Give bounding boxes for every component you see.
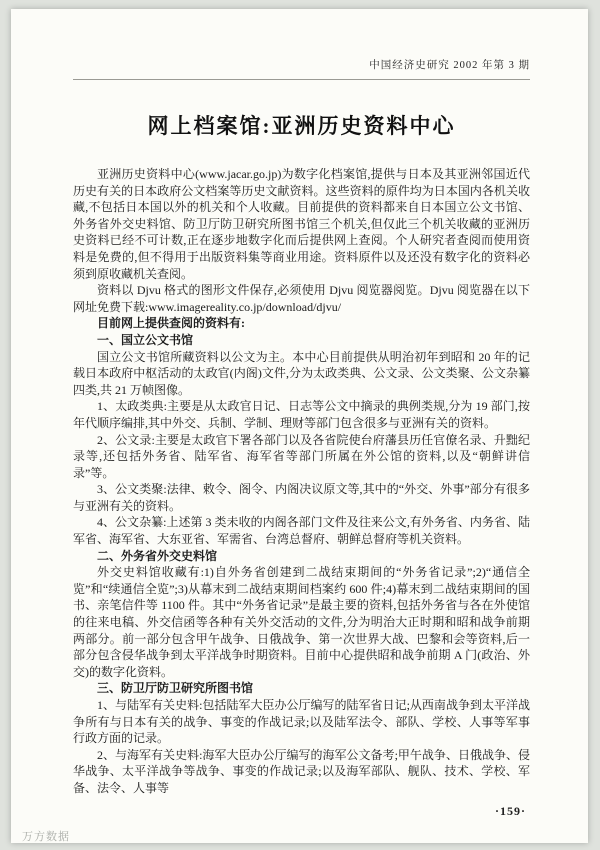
paragraph-army: 1、与陆军有关史料:包括陆军大臣办公厅编写的陆军省日记;从西南战争到太平洋战争所有与日本有关的战争、事变的作战记录;以及陆军法令、部队、学校、人事等军事行政方面的记录。 bbox=[73, 698, 530, 746]
page-title: 网上档案馆:亚洲历史资料中心 bbox=[147, 114, 456, 138]
paragraph-item-2: 2、公文录:主要是太政官下署各部门以及各省院使台府藩县历任官僚名录、升黜纪录等,还包括外务省、陆军省、海军省等部门所属在外公馆的资料,以及“朝鲜讲信录”等。 bbox=[73, 432, 530, 480]
paragraph-djvu: 资料以 Djvu 格式的图形文件保存,必须使用 Djvu 阅览器阅览。Djvu 阅览器在以下网址免费下载:www.imagereality.co.jp/download/djvu/ bbox=[73, 283, 530, 314]
paragraph-item-3: 3、公文类聚:法律、敕令、阁令、内阁决议原文等,其中的“外交、外事”部分有很多与亚洲有关的资料。 bbox=[73, 482, 530, 513]
page-content bbox=[11, 9, 588, 797]
paragraph-diplomatic: 外交史料馆收藏有:1)自外务省创建到二战结束期间的“外务省记录”;2)“通信全览”和“续通信全览”;3)从幕末到二战结束期间档案约 600 件;4)幕末到二战结束期间的国书、亲笔信件等 1100 件。其中“外务省记录”是最主要的资料,包括外务省与各在外使馆的往来电稿、外交信函等各种有关外交活动的文件,分为明治大正时期和昭和战争前期两部分。前一部分包含甲午战争、日俄战争、第一次世界大战、巴黎和会等资料,后一部分包含侵华战争到太平洋战争时期资料。目前中心提供昭和战争前期 A 门(政治、外交)的数字化资料。 bbox=[73, 565, 530, 679]
section-heading-1: 一、国立公文书馆 bbox=[97, 332, 194, 347]
lead-in-line: 目前网上提供查阅的资料有: bbox=[97, 316, 245, 331]
watermark: 万方数据 bbox=[22, 831, 70, 843]
paragraph-archives: 国立公文书馆所藏资料以公文为主。本中心目前提供从明治初年到昭和 20 年的记载日本政府中枢活动的太政官(内阁)文件,分为太政类典、公文录、公文类聚、公文杂纂四类,共 21 万帧图像。 bbox=[73, 349, 530, 397]
paragraph-item-4: 4、公文杂纂:上述第 3 类未收的内阁各部门文件及往来公文,有外务省、内务省、陆军省、海军省、大东亚省、军需省、台湾总督府、朝鲜总督府等机关资料。 bbox=[73, 515, 530, 547]
paragraph-navy: 2、与海军有关史料:海军大臣办公厅编写的海军公文备考;甲午战争、日俄战争、侵华战争、太平洋战争等战争、事变的作战记录;以及海军部队、舰队、技术、学校、军备、法令、人事等 bbox=[73, 747, 530, 795]
section-heading-2: 二、外务省外交史料馆 bbox=[97, 548, 218, 563]
article-body bbox=[73, 166, 530, 797]
paragraph-intro: 亚洲历史资料中心(www.jacar.go.jp)为数字化档案馆,提供与日本及其亚洲邻国近代历史有关的日本政府公文档案等历史文献资料。这些资料的原件均为日本国内各机关收藏,不包括日本国以外的机关和个人收藏。目前提供的资料都来自日本国立公文书馆、外务省外交史料馆、防卫厅防卫研究所图书馆三个机关,但仅此三个机关收藏的亚洲历史资料已经不可计数,正在逐步地数字化而后提供网上查阅。个人研究者查阅而使用资料是免费的,但不得用于出版资料集等商业用途。资料原件以及还没有数字化的资料必须到原收藏机关查阅。 bbox=[73, 167, 530, 281]
section-heading-3: 三、防卫厅防卫研究所图书馆 bbox=[97, 681, 254, 696]
page-number: ·159· bbox=[494, 804, 526, 818]
scanned-page bbox=[11, 9, 588, 843]
journal-header: 中国经济史研究 2002 年第 3 期 bbox=[73, 57, 530, 80]
paragraph-item-1: 1、太政类典:主要是从太政官日记、日志等公文中摘录的典例类规,分为 19 部门,按年代顺序编排,其中外交、兵制、学制、理财等部门包含很多与亚洲有关的资料。 bbox=[73, 399, 530, 430]
